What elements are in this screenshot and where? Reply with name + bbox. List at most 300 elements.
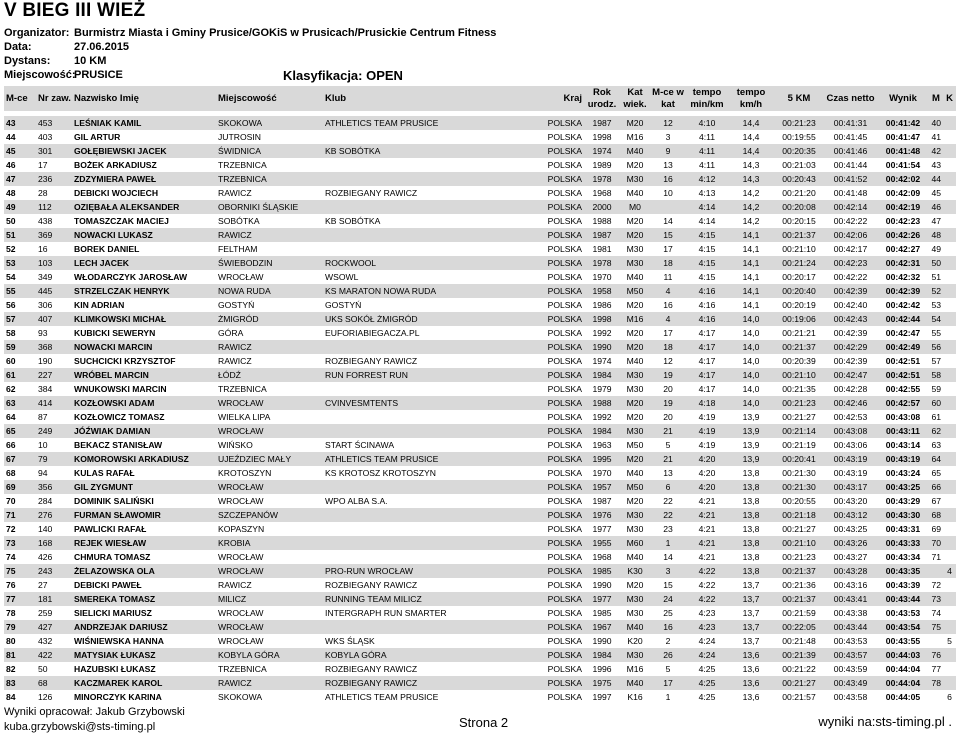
cell-city: WROCŁAW (216, 494, 323, 508)
cell-result: 00:44:04 (877, 662, 929, 676)
cell-pace-kmh: 13,8 (728, 522, 774, 536)
cell-bib: 432 (36, 634, 72, 648)
cell-pace-kmh: 14,0 (728, 382, 774, 396)
cell-city: ŚWIEBODZIN (216, 256, 323, 270)
cell-category-place: 23 (650, 522, 686, 536)
cell-net-time: 00:43:27 (824, 550, 877, 564)
cell-category-place: 24 (650, 592, 686, 606)
cell-birth-year: 1977 (584, 592, 620, 606)
cell-net-time: 00:43:19 (824, 466, 877, 480)
cell-net-time: 00:42:23 (824, 256, 877, 270)
cell-pace-min: 4:22 (686, 578, 728, 592)
cell-result: 00:42:44 (877, 312, 929, 326)
cell-split-5km: 00:21:10 (774, 242, 824, 256)
cell-place: 44 (4, 130, 36, 144)
cell-place: 64 (4, 410, 36, 424)
table-row (4, 284, 956, 298)
cell-bib: 103 (36, 256, 72, 270)
cell-result: 00:43:11 (877, 424, 929, 438)
cell-country: POLSKA (476, 620, 584, 634)
cell-bib: 349 (36, 270, 72, 284)
cell-category: M20 (620, 214, 650, 228)
cell-category-place: 13 (650, 466, 686, 480)
col-rok: Rok urodz. (584, 86, 620, 111)
cell-club: KS MARATON NOWA RUDA (323, 284, 476, 298)
cell-pace-kmh: 14,4 (728, 130, 774, 144)
cell-place-k (943, 620, 956, 634)
footer-website: wyniki na:sts-timing.pl . (818, 714, 952, 729)
cell-place: 75 (4, 564, 36, 578)
cell-category: K16 (620, 690, 650, 704)
cell-category-place: 4 (650, 284, 686, 298)
cell-city: WROCŁAW (216, 564, 323, 578)
cell-city: RAWICZ (216, 578, 323, 592)
cell-birth-year: 1978 (584, 172, 620, 186)
cell-name: ZDZYMIERA PAWEŁ (72, 172, 216, 186)
cell-name: KIN ADRIAN (72, 298, 216, 312)
cell-birth-year: 1988 (584, 396, 620, 410)
cell-city: NOWA RUDA (216, 284, 323, 298)
cell-pace-min: 4:20 (686, 480, 728, 494)
cell-club: ROCKWOOL (323, 256, 476, 270)
cell-category-place: 5 (650, 438, 686, 452)
cell-place-m: 46 (929, 200, 943, 214)
table-row (4, 536, 956, 550)
cell-pace-min: 4:14 (686, 214, 728, 228)
cell-bib: 79 (36, 452, 72, 466)
cell-pace-min: 4:15 (686, 242, 728, 256)
cell-club: WPO ALBA S.A. (323, 494, 476, 508)
cell-place: 55 (4, 284, 36, 298)
cell-place-k (943, 494, 956, 508)
cell-category: M30 (620, 256, 650, 270)
cell-net-time: 00:43:19 (824, 452, 877, 466)
cell-place: 69 (4, 480, 36, 494)
cell-place: 70 (4, 494, 36, 508)
cell-city: TRZEBNICA (216, 382, 323, 396)
table-row (4, 410, 956, 424)
cell-place-m: 67 (929, 494, 943, 508)
cell-bib: 94 (36, 466, 72, 480)
cell-place: 51 (4, 228, 36, 242)
cell-birth-year: 1978 (584, 256, 620, 270)
table-row (4, 466, 956, 480)
cell-pace-min: 4:21 (686, 508, 728, 522)
cell-name: WŁODARCZYK JAROSŁAW (72, 270, 216, 284)
cell-pace-kmh: 13,7 (728, 578, 774, 592)
cell-country: POLSKA (476, 410, 584, 424)
cell-name: STRZELCZAK HENRYK (72, 284, 216, 298)
cell-pace-kmh: 13,8 (728, 480, 774, 494)
cell-birth-year: 1981 (584, 242, 620, 256)
cell-result: 00:44:03 (877, 648, 929, 662)
cell-bib: 181 (36, 592, 72, 606)
cell-birth-year: 1970 (584, 466, 620, 480)
table-row (4, 228, 956, 242)
cell-country: POLSKA (476, 438, 584, 452)
cell-place-m: 64 (929, 452, 943, 466)
cell-bib: 453 (36, 116, 72, 130)
cell-city: SKOKOWA (216, 690, 323, 704)
cell-category: M20 (620, 452, 650, 466)
cell-result: 00:43:53 (877, 606, 929, 620)
cell-category: M30 (620, 242, 650, 256)
cell-split-5km: 00:21:22 (774, 662, 824, 676)
cell-place-k (943, 200, 956, 214)
cell-city: TRZEBNICA (216, 158, 323, 172)
cell-split-5km: 00:20:43 (774, 172, 824, 186)
cell-birth-year: 1990 (584, 634, 620, 648)
cell-birth-year: 1976 (584, 508, 620, 522)
cell-place-k (943, 382, 956, 396)
cell-birth-year: 1977 (584, 522, 620, 536)
cell-pace-min: 4:11 (686, 144, 728, 158)
cell-split-5km: 00:21:27 (774, 522, 824, 536)
cell-result: 00:41:48 (877, 144, 929, 158)
cell-name: LEŚNIAK KAMIL (72, 116, 216, 130)
cell-category-place: 17 (650, 676, 686, 690)
cell-bib: 403 (36, 130, 72, 144)
cell-birth-year: 2000 (584, 200, 620, 214)
cell-category: M50 (620, 480, 650, 494)
cell-pace-kmh: 13,6 (728, 648, 774, 662)
cell-name: MINORCZYK KARINA (72, 690, 216, 704)
col-tempo-kmh: tempo km/h (728, 86, 774, 111)
cell-net-time: 00:42:22 (824, 214, 877, 228)
cell-place: 83 (4, 676, 36, 690)
cell-place-k (943, 592, 956, 606)
cell-result: 00:43:34 (877, 550, 929, 564)
cell-name: CHMURA TOMASZ (72, 550, 216, 564)
cell-pace-kmh: 13,8 (728, 494, 774, 508)
cell-bib: 356 (36, 480, 72, 494)
cell-pace-kmh: 13,7 (728, 634, 774, 648)
cell-bib: 87 (36, 410, 72, 424)
col-m: M (929, 86, 943, 111)
cell-club: ROZBIEGANY RAWICZ (323, 676, 476, 690)
cell-place-k (943, 312, 956, 326)
cell-place-k (943, 452, 956, 466)
cell-birth-year: 1985 (584, 564, 620, 578)
col-netto: Czas netto (824, 86, 877, 111)
cell-split-5km: 00:21:37 (774, 592, 824, 606)
cell-result: 00:42:42 (877, 298, 929, 312)
cell-category-place: 25 (650, 606, 686, 620)
meta-distance: Dystans: 10 KM (4, 55, 107, 67)
table-row (4, 368, 956, 382)
cell-net-time: 00:41:44 (824, 158, 877, 172)
cell-place-k (943, 466, 956, 480)
cell-category: M50 (620, 284, 650, 298)
col-kraj: Kraj (476, 86, 584, 111)
cell-place: 84 (4, 690, 36, 704)
cell-club: ROZBIEGANY RAWICZ (323, 186, 476, 200)
table-row (4, 452, 956, 466)
table-header (4, 86, 956, 111)
cell-name: HAZUBSKI ŁUKASZ (72, 662, 216, 676)
cell-split-5km: 00:20:35 (774, 144, 824, 158)
cell-country: POLSKA (476, 396, 584, 410)
cell-name: GIL ZYGMUNT (72, 480, 216, 494)
table-row (4, 312, 956, 326)
cell-country: POLSKA (476, 508, 584, 522)
cell-place-m: 77 (929, 662, 943, 676)
cell-pace-min: 4:23 (686, 620, 728, 634)
cell-split-5km: 00:20:15 (774, 214, 824, 228)
cell-split-5km: 00:21:39 (774, 648, 824, 662)
cell-place-m: 40 (929, 116, 943, 130)
cell-place: 59 (4, 340, 36, 354)
cell-place: 81 (4, 648, 36, 662)
cell-club (323, 340, 476, 354)
cell-category-place: 26 (650, 648, 686, 662)
cell-category: M40 (620, 620, 650, 634)
cell-category-place: 5 (650, 662, 686, 676)
cell-net-time: 00:42:22 (824, 270, 877, 284)
table-row (4, 256, 956, 270)
cell-result: 00:42:57 (877, 396, 929, 410)
cell-split-5km: 00:21:24 (774, 256, 824, 270)
cell-category: M20 (620, 410, 650, 424)
cell-bib: 236 (36, 172, 72, 186)
cell-pace-kmh: 14,1 (728, 298, 774, 312)
cell-category-place: 18 (650, 340, 686, 354)
cell-pace-min: 4:25 (686, 676, 728, 690)
cell-place-k (943, 270, 956, 284)
cell-pace-kmh: 14,1 (728, 284, 774, 298)
cell-category: M30 (620, 368, 650, 382)
cell-city: KROBIA (216, 536, 323, 550)
cell-result: 00:43:39 (877, 578, 929, 592)
cell-club (323, 382, 476, 396)
cell-result: 00:42:27 (877, 242, 929, 256)
cell-category-place: 16 (650, 298, 686, 312)
table-row (4, 690, 956, 704)
cell-category: M20 (620, 578, 650, 592)
page-title: V BIEG III WIEŻ (4, 0, 146, 21)
col-name: Nazwisko Imię (72, 86, 216, 111)
cell-category: K30 (620, 564, 650, 578)
cell-club (323, 620, 476, 634)
cell-net-time: 00:41:52 (824, 172, 877, 186)
cell-country: POLSKA (476, 676, 584, 690)
cell-city: GÓRA (216, 326, 323, 340)
cell-city: WROCŁAW (216, 550, 323, 564)
cell-net-time: 00:43:57 (824, 648, 877, 662)
table-row (4, 620, 956, 634)
cell-pace-kmh: 13,7 (728, 620, 774, 634)
table-row (4, 480, 956, 494)
cell-club (323, 536, 476, 550)
cell-club (323, 158, 476, 172)
cell-club: KS KROTOSZ KROTOSZYN (323, 466, 476, 480)
cell-place-m: 47 (929, 214, 943, 228)
cell-split-5km: 00:20:08 (774, 200, 824, 214)
cell-place: 46 (4, 158, 36, 172)
cell-pace-kmh: 13,8 (728, 536, 774, 550)
cell-split-5km: 00:21:20 (774, 186, 824, 200)
cell-bib: 284 (36, 494, 72, 508)
cell-country: POLSKA (476, 550, 584, 564)
cell-category-place: 14 (650, 214, 686, 228)
cell-net-time: 00:43:12 (824, 508, 877, 522)
cell-name: SMEREKA TOMASZ (72, 592, 216, 606)
col-k: K (943, 86, 956, 111)
cell-bib: 16 (36, 242, 72, 256)
cell-bib: 27 (36, 578, 72, 592)
cell-category: M0 (620, 200, 650, 214)
cell-place: 76 (4, 578, 36, 592)
cell-bib: 126 (36, 690, 72, 704)
cell-place: 49 (4, 200, 36, 214)
cell-category: M40 (620, 270, 650, 284)
cell-place-k (943, 130, 956, 144)
cell-name: KACZMAREK KAROL (72, 676, 216, 690)
cell-pace-kmh: 13,9 (728, 424, 774, 438)
cell-club: ROZBIEGANY RAWICZ (323, 578, 476, 592)
cell-country: POLSKA (476, 298, 584, 312)
cell-place-m: 62 (929, 424, 943, 438)
classification-label: Klasyfikacja: OPEN (283, 68, 403, 83)
cell-city: ŚWIDNICA (216, 144, 323, 158)
cell-country: POLSKA (476, 214, 584, 228)
cell-net-time: 00:42:14 (824, 200, 877, 214)
cell-net-time: 00:42:17 (824, 242, 877, 256)
cell-bib: 249 (36, 424, 72, 438)
cell-birth-year: 1975 (584, 676, 620, 690)
cell-club (323, 550, 476, 564)
cell-net-time: 00:43:25 (824, 522, 877, 536)
cell-net-time: 00:42:46 (824, 396, 877, 410)
cell-bib: 414 (36, 396, 72, 410)
cell-pace-min: 4:22 (686, 592, 728, 606)
cell-split-5km: 00:21:57 (774, 690, 824, 704)
cell-pace-min: 4:17 (686, 354, 728, 368)
cell-birth-year: 1984 (584, 368, 620, 382)
cell-club (323, 130, 476, 144)
cell-net-time: 00:43:53 (824, 634, 877, 648)
cell-result: 00:42:19 (877, 200, 929, 214)
cell-split-5km: 00:21:48 (774, 634, 824, 648)
cell-name: KLIMKOWSKI MICHAŁ (72, 312, 216, 326)
cell-place-m: 45 (929, 186, 943, 200)
cell-pace-min: 4:10 (686, 116, 728, 130)
cell-name: DEBICKI PAWEŁ (72, 578, 216, 592)
cell-net-time: 00:43:20 (824, 494, 877, 508)
cell-bib: 422 (36, 648, 72, 662)
cell-club: WKS ŚLĄSK (323, 634, 476, 648)
table-row (4, 200, 956, 214)
cell-category-place: 17 (650, 242, 686, 256)
cell-club (323, 508, 476, 522)
cell-birth-year: 1998 (584, 130, 620, 144)
cell-place: 71 (4, 508, 36, 522)
cell-category-place: 22 (650, 494, 686, 508)
cell-place-k (943, 480, 956, 494)
cell-place-m (929, 634, 943, 648)
cell-result: 00:44:04 (877, 676, 929, 690)
cell-country: POLSKA (476, 382, 584, 396)
cell-name: KOZŁOWSKI ADAM (72, 396, 216, 410)
cell-place-m: 58 (929, 368, 943, 382)
cell-place-k (943, 536, 956, 550)
col-mce-kat: M-ce w kat (650, 86, 686, 111)
cell-bib: 384 (36, 382, 72, 396)
cell-city: TRZEBNICA (216, 662, 323, 676)
cell-name: OZIĘBAŁA ALEKSANDER (72, 200, 216, 214)
cell-pace-min: 4:14 (686, 200, 728, 214)
cell-city: UJEŹDZIEC MAŁY (216, 452, 323, 466)
cell-result: 00:42:02 (877, 172, 929, 186)
cell-city: WIŃSKO (216, 438, 323, 452)
cell-split-5km: 00:20:41 (774, 452, 824, 466)
table-row (4, 116, 956, 130)
cell-split-5km: 00:20:19 (774, 298, 824, 312)
cell-net-time: 00:43:06 (824, 438, 877, 452)
cell-place-m: 61 (929, 410, 943, 424)
table-row (4, 550, 956, 564)
col-club: Klub (323, 86, 476, 111)
cell-split-5km: 00:21:37 (774, 340, 824, 354)
cell-place-k (943, 326, 956, 340)
cell-net-time: 00:42:39 (824, 354, 877, 368)
cell-place-k (943, 340, 956, 354)
cell-bib: 438 (36, 214, 72, 228)
cell-place: 56 (4, 298, 36, 312)
cell-place: 80 (4, 634, 36, 648)
cell-place-k (943, 116, 956, 130)
results-table (4, 86, 956, 704)
cell-club (323, 410, 476, 424)
cell-category: M30 (620, 606, 650, 620)
cell-split-5km: 00:20:40 (774, 284, 824, 298)
cell-pace-kmh: 14,1 (728, 242, 774, 256)
cell-name: GIL ARTUR (72, 130, 216, 144)
cell-pace-kmh: 14,3 (728, 172, 774, 186)
cell-split-5km: 00:21:14 (774, 424, 824, 438)
cell-country: POLSKA (476, 242, 584, 256)
cell-name: DOMINIK SALIŃSKI (72, 494, 216, 508)
cell-birth-year: 1967 (584, 620, 620, 634)
meta-organizer: Organizator: Burmistrz Miasta i Gminy Prusice/GOKiS w Prusicach/Prusickie Centrum Fitness (4, 27, 497, 39)
col-nr: Nr zaw. (36, 86, 72, 111)
cell-pace-kmh: 13,6 (728, 676, 774, 690)
cell-category: K20 (620, 634, 650, 648)
cell-country: POLSKA (476, 452, 584, 466)
cell-result: 00:43:54 (877, 620, 929, 634)
cell-birth-year: 1997 (584, 690, 620, 704)
cell-net-time: 00:43:41 (824, 592, 877, 606)
cell-pace-min: 4:18 (686, 396, 728, 410)
cell-pace-min: 4:17 (686, 382, 728, 396)
cell-pace-min: 4:17 (686, 326, 728, 340)
cell-pace-kmh: 14,2 (728, 186, 774, 200)
cell-category: M30 (620, 592, 650, 606)
cell-city: KOPASZYN (216, 522, 323, 536)
cell-pace-kmh: 14,2 (728, 214, 774, 228)
cell-place: 82 (4, 662, 36, 676)
cell-category-place: 1 (650, 690, 686, 704)
table-row (4, 130, 956, 144)
cell-result: 00:43:25 (877, 480, 929, 494)
cell-country: POLSKA (476, 326, 584, 340)
cell-country: POLSKA (476, 270, 584, 284)
cell-bib: 259 (36, 606, 72, 620)
cell-place: 52 (4, 242, 36, 256)
cell-name: KOMOROWSKI ARKADIUSZ (72, 452, 216, 466)
cell-net-time: 00:41:45 (824, 130, 877, 144)
cell-city: SKOKOWA (216, 116, 323, 130)
